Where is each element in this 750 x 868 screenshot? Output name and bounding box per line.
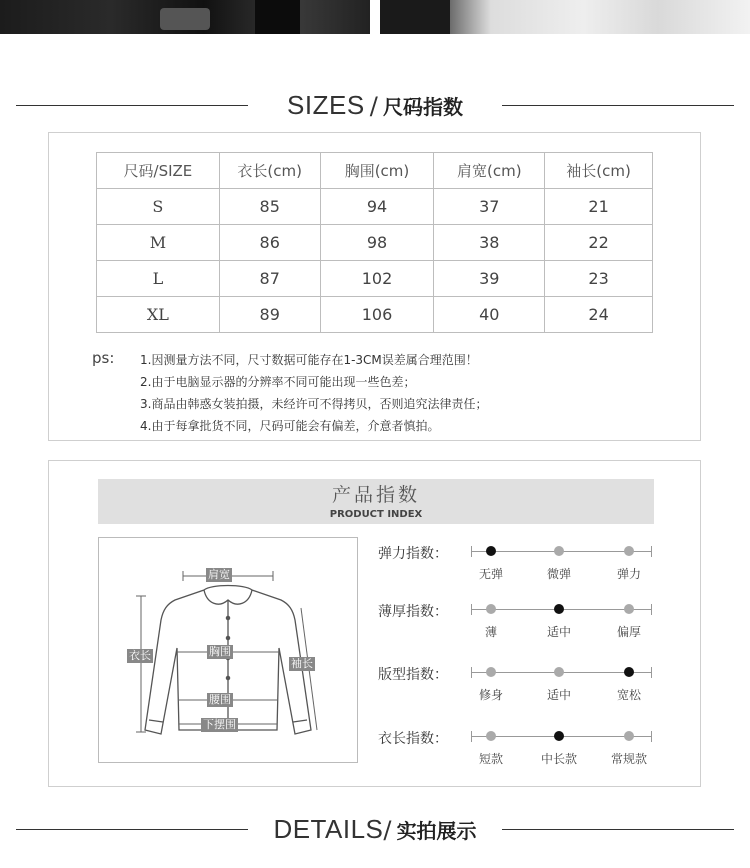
table-cell: 98 [320, 225, 434, 261]
diagram-label-length: 衣长 [129, 649, 151, 662]
diagram-label-chest: 胸围 [209, 645, 231, 658]
table-header: 尺码/SIZE [97, 153, 220, 189]
index-option: 中长款 [540, 752, 577, 766]
sizes-title-separator: / [369, 92, 378, 120]
index-dot [554, 667, 564, 677]
notes-list [140, 349, 487, 437]
note-item: 4.由于每拿批货不同，尺码可能会有偏差，介意者慎拍。 [140, 419, 440, 433]
table-header: 胸围(cm) [320, 153, 434, 189]
details-title-en: DETAILS [273, 814, 384, 844]
table-cell: 23 [545, 261, 653, 297]
table-cell: 106 [320, 297, 434, 333]
note-item: 3.商品由韩惑女装拍摄，未经许可不得拷贝，否则追究法律责任； [140, 397, 488, 411]
diagram-label-shoulder: 肩宽 [208, 568, 230, 581]
table-cell-size: M [97, 225, 220, 261]
table-cell-size: L [97, 261, 220, 297]
table-cell: 21 [545, 189, 653, 225]
index-row-length [378, 728, 658, 768]
product-index-title-en: PRODUCT INDEX [329, 509, 423, 520]
index-option: 适中 [546, 625, 571, 639]
index-option: 修身 [478, 688, 503, 702]
note-item: 1.因测量方法不同，尺寸数据可能存在1-3CM误差属合理范围！ [140, 353, 478, 367]
index-dot [624, 604, 634, 614]
index-dot [624, 546, 634, 556]
index-option: 短款 [478, 752, 503, 766]
index-row-fit [378, 664, 658, 704]
index-option: 薄 [484, 625, 497, 639]
index-dot [554, 546, 564, 556]
table-cell: 38 [434, 225, 545, 261]
index-row-label: 薄厚指数： [378, 604, 448, 620]
sizes-title-en: SIZES [287, 90, 365, 120]
index-dot [486, 731, 496, 741]
details-title-separator: / [383, 816, 392, 844]
index-row-label: 衣长指数： [378, 731, 448, 747]
size-table [96, 152, 653, 333]
details-section-title [0, 809, 750, 849]
index-row-elasticity [378, 543, 658, 583]
index-dot [624, 731, 634, 741]
details-title-cn: 实拍展示 [396, 819, 477, 843]
table-cell: 102 [320, 261, 434, 297]
top-photo-strip [0, 0, 750, 36]
table-cell: 89 [219, 297, 320, 333]
table-cell: 86 [219, 225, 320, 261]
index-dot [486, 604, 496, 614]
product-index-banner [98, 479, 654, 524]
table-cell: 22 [545, 225, 653, 261]
table-cell: 24 [545, 297, 653, 333]
diagram-label-waist: 腰围 [209, 693, 231, 706]
index-row-label: 弹力指数： [378, 546, 448, 562]
product-photo-left [0, 0, 370, 34]
table-row [97, 225, 653, 261]
table-cell: 87 [219, 261, 320, 297]
table-cell: 39 [434, 261, 545, 297]
index-option: 无弹 [478, 567, 503, 581]
table-row [97, 261, 653, 297]
table-row [97, 297, 653, 333]
index-dot-selected [554, 731, 564, 741]
note-item: 2.由于电脑显示器的分辨率不同可能出现一些色差； [140, 375, 416, 389]
index-option: 常规款 [610, 752, 647, 766]
table-cell: 94 [320, 189, 434, 225]
index-row-thickness [378, 601, 658, 641]
notes-prefix: ps: [92, 349, 115, 367]
index-option: 偏厚 [616, 625, 641, 639]
index-option: 宽松 [616, 688, 641, 702]
index-option: 微弹 [546, 567, 571, 581]
table-cell: 40 [434, 297, 545, 333]
product-photo-right [380, 0, 750, 34]
table-header: 衣长(cm) [219, 153, 320, 189]
product-index-title-cn: 产品指数 [331, 484, 420, 506]
index-dot [486, 667, 496, 677]
index-dot-selected [624, 667, 634, 677]
table-cell: 85 [219, 189, 320, 225]
index-dot-selected [554, 604, 564, 614]
table-cell: 37 [434, 189, 545, 225]
sizes-section-title [0, 85, 750, 125]
garment-measure-diagram [98, 537, 358, 763]
index-row-label: 版型指数： [378, 667, 448, 683]
index-option: 适中 [546, 688, 571, 702]
table-header: 袖长(cm) [545, 153, 653, 189]
diagram-label-hem: 下摆围 [203, 718, 236, 731]
size-table-header-row [97, 153, 653, 189]
diagram-label-sleeve: 袖长 [291, 657, 313, 670]
table-header: 肩宽(cm) [434, 153, 545, 189]
index-option: 弹力 [616, 567, 641, 581]
index-dot-selected [486, 546, 496, 556]
table-cell-size: XL [97, 297, 220, 333]
table-cell-size: S [97, 189, 220, 225]
table-row [97, 189, 653, 225]
sizes-title-cn: 尺码指数 [382, 95, 463, 119]
